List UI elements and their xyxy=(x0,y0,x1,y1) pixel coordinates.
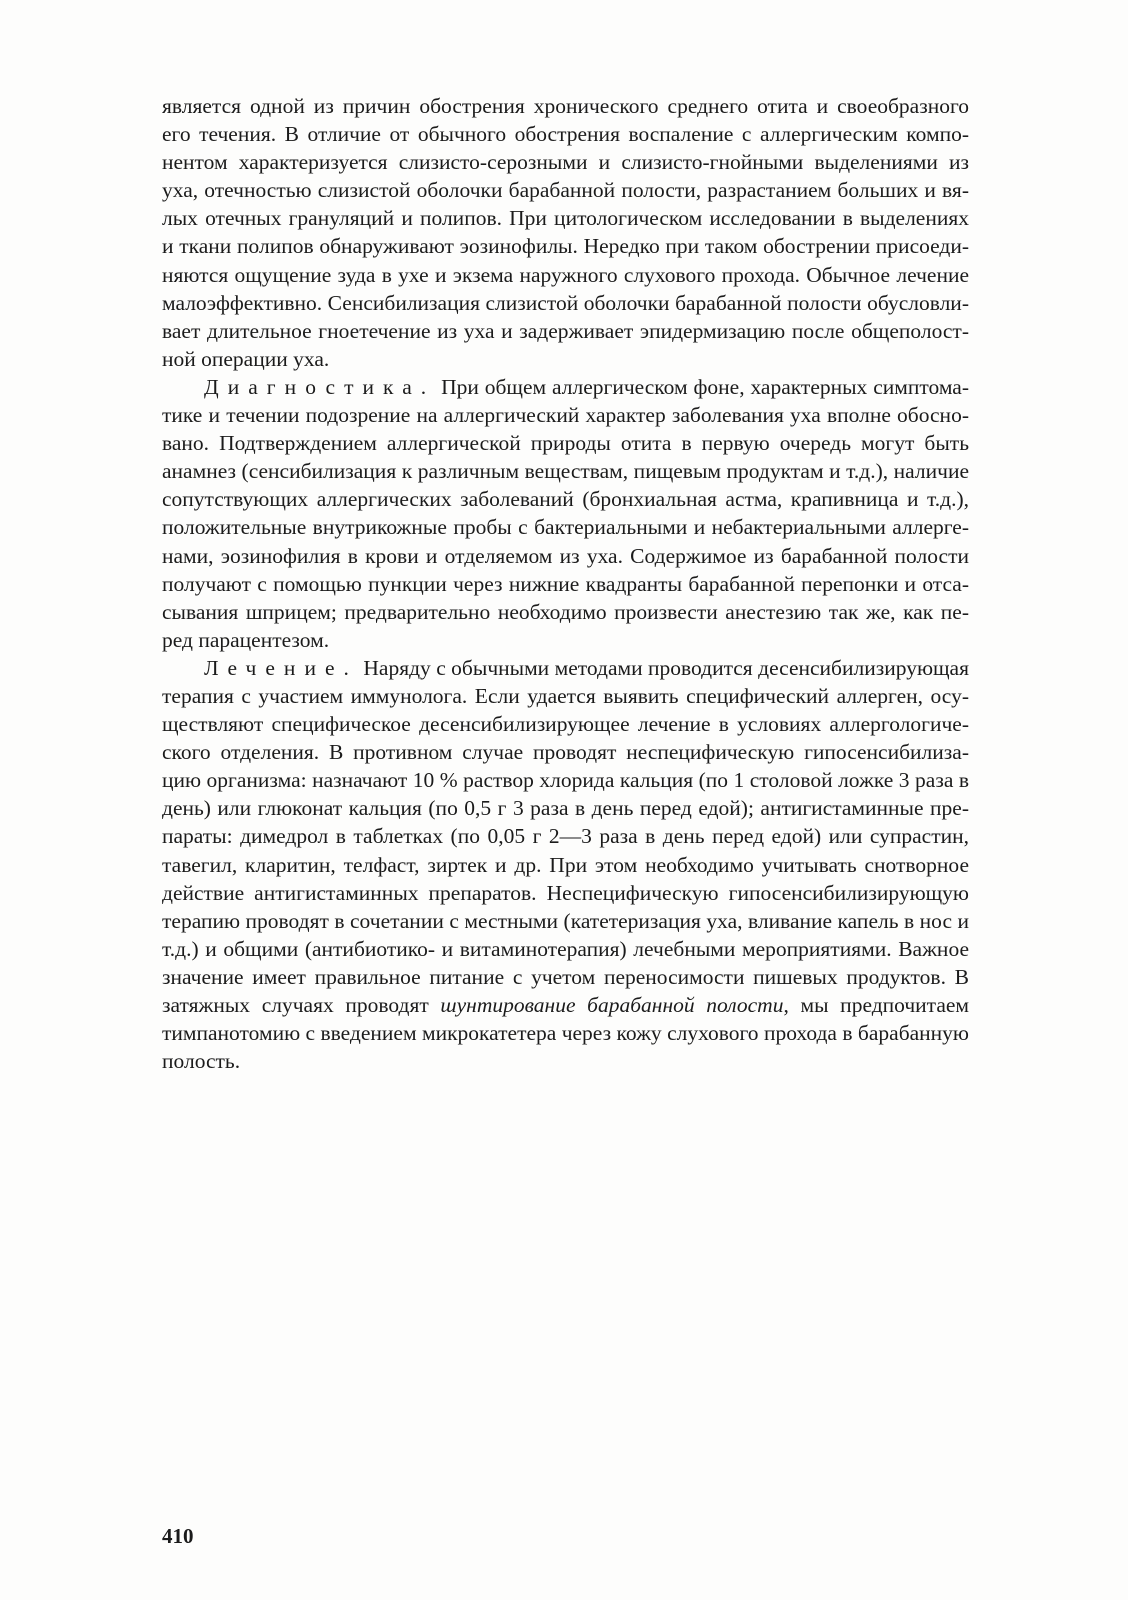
treatment-italic-term: шунтирование барабанной полости xyxy=(440,993,784,1017)
paragraph-diagnostics xyxy=(162,373,969,654)
diagnostics-text: При общем аллергическом фоне, характерных симптоматике и течении подозрение на аллергический характер заболевания уха вполне обосновано. Подтверждением аллергической природы отита в первую очередь могут быть анамнез (сенсибилизация к различным веществам, пищевым продуктам и т.д.), наличие сопутствующих аллергических заболеваний (бронхиальная астма, крапивница и т.д.), положительные внутрикожные пробы с бактериальными и небактериальными аллергенами, эозинофилия в крови и отделяемом из уха. Содержимое из барабанной полости получают с помощью пункции через нижние квадранты барабанной перепонки и отсасывания шприцем; предварительно необходимо произвести анестезию так же, как перед парацентезом. xyxy=(162,374,969,652)
treatment-text-end: , мы предпочитаем тимпанотомию с введением микрокатетера через кожу слухового прохода в барабанную полость. xyxy=(162,993,970,1074)
paragraph-allergic-otitis-intro: является одной из причин обострения хронического среднего отита и своеобразного его течения. В отличие от обычного обострения воспаление с аллергическим компонентом характеризуется слизисто-серозными и слизисто-гнойными выделениями из уха, отечностью слизистой оболочки барабанной полости, разрастанием больших и вялых отечных грануляций и полипов. При цитологическом исследовании в выделениях и ткани полипов обнаруживают эозинофилы. Нередко при таком обострении присоединяются ощущение зуда в ухе и экзема наружного слухового прохода. Обычное лечение малоэффективно. Сенсибилизация слизистой оболочки барабанной полости обусловливает длительное гноетечение из уха и задерживает эпидермизацию после общеполостной операции уха. xyxy=(162,94,969,371)
treatment-text: Наряду с обычными методами проводится десенсибилизирующая терапия с участием иммунолога. Если удается выявить специфический аллерген, осуществляют специфическое десенсибилизирующее лечение в условиях аллергологического отделения. В противном случае проводят неспецифическую гипосенсибилизацию организма: назначают 10 % раствор хлорида кальция (по 1 столовой ложке 3 раза в день) или глюконат кальция (по 0,5 г 3 раза в день перед едой); антигистаминные препараты: димедрол в таблетках (по 0,05 г 2—3 раза в день перед едой) или супрастин, тавегил, кларитин, телфаст, зиртек и др. При этом необходимо учитывать снотворное действие антигистаминных препаратов. Неспецифическую гипосенсибилизирующую терапию проводят в сочетании с местными (катетеризация уха, вливание капель в нос и т.д.) и общими (антибиотико- и витаминотерапия) лечебными мероприятиями. Важное значение имеет правильное питание с учетом переносимости пишевых продуктов. В затяжных случаях проводят xyxy=(162,655,969,1017)
page-number: 410 xyxy=(162,1524,194,1548)
diagnostics-heading: Диагностика. xyxy=(204,374,436,399)
text-column xyxy=(162,92,969,1075)
paragraph-treatment xyxy=(162,654,969,1075)
treatment-heading: Лечение. xyxy=(204,655,358,680)
